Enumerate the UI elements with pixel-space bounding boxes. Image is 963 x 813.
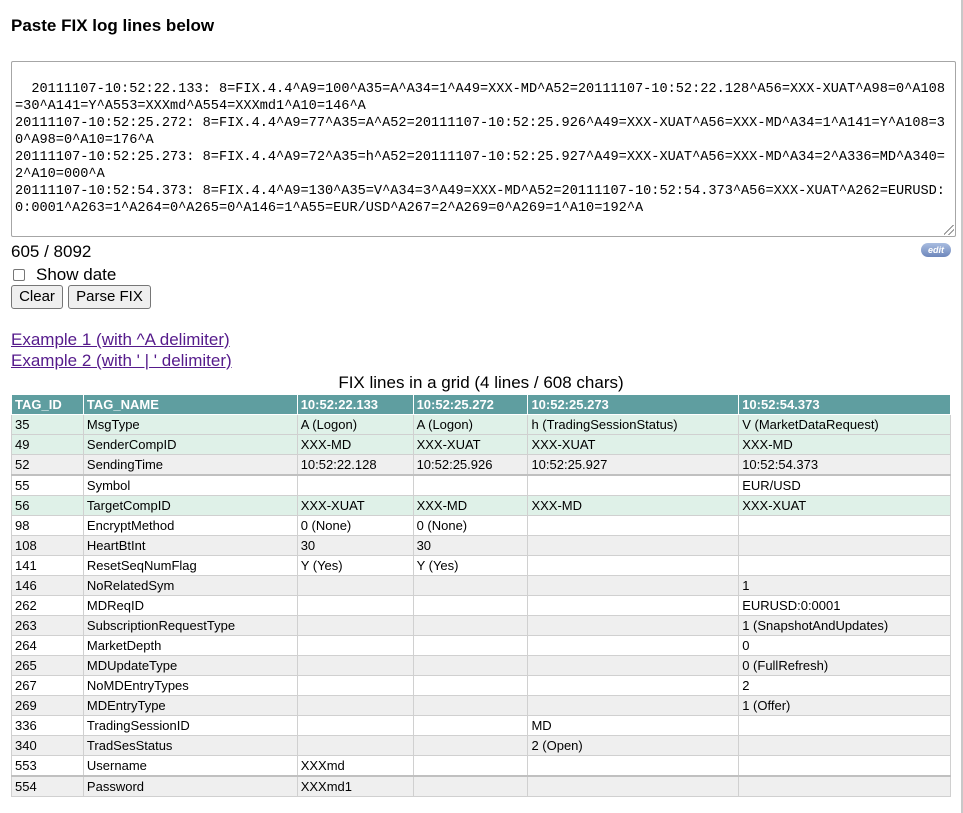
fix-log-text: 20111107-10:52:22.133: 8=FIX.4.4^A9=100^A35=A^A34=1^A49=XXX-MD^A52=20111107-10:52:22.128^A56=XXX-XUAT^A98=0^A108=30^A141=Y^A553=XXXmd^A554=XXXmd1^A10=146^A 20111107-10:52:25.272: 8=FIX.4.4^A9=77^A35=A^A52=20111107-10:52:25.926^A49=XXX-XUAT^A56=XXX-MD^A34=1^A141=Y^A108=30^A98=0^A10=176^A 20111107-10:52:25.273: 8=FIX.4.4^A9=72^A35=h^A52=20111107-10:52:25.927^A49=XXX-XUAT^A56=XXX-MD^A34=2^A336=MD^A340=2^A10=000^A 20111107-10:52:54.373: 8=FIX.4.4^A9=130^A35=V^A34=3^A49=XXX-MD^A52=20111107-10:52:54.373^A56=XXX-XUAT^A262=EURUSD:0:0001^A263=1^A264=0^A265=0^A146=1^A55=EUR/USD^A267=2^A269=0^A269=1^A10=192^A — [15, 82, 945, 216]
char-counter: 605 / 8092 — [11, 242, 92, 261]
cell-line-1 — [297, 475, 413, 496]
cell-line-3: 2 (Open) — [528, 736, 739, 756]
cell-line-2: XXX-MD — [413, 496, 528, 516]
cell-tag-id: 262 — [12, 596, 84, 616]
cell-tag-name: MsgType — [83, 415, 297, 435]
cell-tag-name: MDReqID — [83, 596, 297, 616]
cell-tag-id: 265 — [12, 656, 84, 676]
cell-tag-id: 141 — [12, 556, 84, 576]
cell-line-3 — [528, 596, 739, 616]
cell-line-1: XXX-MD — [297, 435, 413, 455]
cell-tag-name: MDUpdateType — [83, 656, 297, 676]
cell-line-4: 10:52:54.373 — [739, 455, 951, 476]
fix-log-textarea[interactable] — [11, 61, 956, 237]
cell-tag-name: TargetCompID — [83, 496, 297, 516]
cell-line-2 — [413, 676, 528, 696]
cell-tag-id: 146 — [12, 576, 84, 596]
table-row — [12, 616, 951, 636]
cell-line-4: XXX-MD — [739, 435, 951, 455]
cell-tag-id: 49 — [12, 435, 84, 455]
table-row — [12, 756, 951, 777]
cell-line-1: XXX-XUAT — [297, 496, 413, 516]
cell-line-3 — [528, 696, 739, 716]
cell-line-1 — [297, 696, 413, 716]
table-row — [12, 556, 951, 576]
cell-line-2 — [413, 596, 528, 616]
cell-line-2 — [413, 716, 528, 736]
cell-line-1: Y (Yes) — [297, 556, 413, 576]
cell-tag-id: 98 — [12, 516, 84, 536]
cell-tag-id: 269 — [12, 696, 84, 716]
cell-line-4: XXX-XUAT — [739, 496, 951, 516]
edit-button[interactable]: edit — [921, 243, 951, 257]
header-line-3[interactable]: 10:52:25.273 — [528, 395, 739, 415]
cell-line-3: XXX-MD — [528, 496, 739, 516]
cell-tag-name: SendingTime — [83, 455, 297, 476]
cell-line-2 — [413, 576, 528, 596]
page-title: Paste FIX log lines below — [11, 16, 215, 35]
header-tag-name[interactable]: TAG_NAME — [83, 395, 297, 415]
cell-tag-id: 336 — [12, 716, 84, 736]
cell-line-4 — [739, 756, 951, 777]
cell-line-4: 1 — [739, 576, 951, 596]
show-date-checkbox[interactable] — [13, 269, 25, 281]
cell-line-2 — [413, 736, 528, 756]
cell-tag-id: 263 — [12, 616, 84, 636]
cell-line-4: 1 (SnapshotAndUpdates) — [739, 616, 951, 636]
cell-line-1 — [297, 716, 413, 736]
cell-line-4 — [739, 516, 951, 536]
cell-line-4 — [739, 776, 951, 797]
cell-line-1 — [297, 576, 413, 596]
fix-grid-table — [11, 394, 951, 797]
cell-tag-name: TradingSessionID — [83, 716, 297, 736]
table-row — [12, 536, 951, 556]
cell-line-4: 1 (Offer) — [739, 696, 951, 716]
table-row — [12, 696, 951, 716]
cell-line-1 — [297, 656, 413, 676]
cell-tag-id: 108 — [12, 536, 84, 556]
grid-caption: FIX lines in a grid (4 lines / 608 chars) — [338, 373, 624, 392]
example-2-link[interactable]: Example 2 (with ' | ' delimiter) — [11, 351, 232, 370]
table-row — [12, 736, 951, 756]
header-tag-id[interactable]: TAG_ID — [12, 395, 84, 415]
cell-tag-id: 553 — [12, 756, 84, 777]
cell-line-3 — [528, 516, 739, 536]
cell-line-2 — [413, 756, 528, 777]
cell-line-1: XXXmd — [297, 756, 413, 777]
table-row — [12, 516, 951, 536]
cell-tag-name: NoMDEntryTypes — [83, 676, 297, 696]
cell-line-2 — [413, 616, 528, 636]
clear-button[interactable]: Clear — [11, 285, 63, 309]
header-line-1[interactable]: 10:52:22.133 — [297, 395, 413, 415]
cell-tag-name: TradSesStatus — [83, 736, 297, 756]
header-line-2[interactable]: 10:52:25.272 — [413, 395, 528, 415]
cell-tag-name: MDEntryType — [83, 696, 297, 716]
cell-line-3 — [528, 636, 739, 656]
cell-line-3: MD — [528, 716, 739, 736]
table-row — [12, 716, 951, 736]
cell-line-1 — [297, 616, 413, 636]
cell-line-4 — [739, 716, 951, 736]
cell-tag-id: 554 — [12, 776, 84, 797]
cell-tag-id: 55 — [12, 475, 84, 496]
cell-line-4: EUR/USD — [739, 475, 951, 496]
cell-line-3 — [528, 756, 739, 777]
table-row — [12, 415, 951, 435]
cell-line-3: h (TradingSessionStatus) — [528, 415, 739, 435]
cell-line-3 — [528, 776, 739, 797]
cell-tag-id: 56 — [12, 496, 84, 516]
cell-tag-id: 52 — [12, 455, 84, 476]
cell-line-1 — [297, 676, 413, 696]
show-date-option[interactable] — [13, 265, 116, 285]
cell-line-2 — [413, 776, 528, 797]
cell-line-1 — [297, 636, 413, 656]
cell-line-1: 30 — [297, 536, 413, 556]
cell-line-1 — [297, 596, 413, 616]
table-row — [12, 776, 951, 797]
cell-tag-id: 264 — [12, 636, 84, 656]
cell-line-3 — [528, 536, 739, 556]
cell-tag-name: ResetSeqNumFlag — [83, 556, 297, 576]
cell-line-1 — [297, 736, 413, 756]
table-row — [12, 676, 951, 696]
cell-line-2 — [413, 656, 528, 676]
cell-line-3 — [528, 475, 739, 496]
table-row — [12, 656, 951, 676]
cell-line-2: A (Logon) — [413, 415, 528, 435]
table-row — [12, 475, 951, 496]
table-row — [12, 435, 951, 455]
cell-line-4 — [739, 556, 951, 576]
cell-line-2: XXX-XUAT — [413, 435, 528, 455]
cell-tag-name: HeartBtInt — [83, 536, 297, 556]
cell-line-2: 10:52:25.926 — [413, 455, 528, 476]
cell-line-2 — [413, 636, 528, 656]
cell-line-1: 0 (None) — [297, 516, 413, 536]
grid-header-row — [12, 395, 951, 415]
cell-line-4: V (MarketDataRequest) — [739, 415, 951, 435]
cell-line-2: Y (Yes) — [413, 556, 528, 576]
cell-line-3 — [528, 576, 739, 596]
cell-tag-name: Username — [83, 756, 297, 777]
cell-line-2: 30 — [413, 536, 528, 556]
cell-line-1: XXXmd1 — [297, 776, 413, 797]
cell-line-1: 10:52:22.128 — [297, 455, 413, 476]
cell-line-3 — [528, 676, 739, 696]
cell-tag-name: MarketDepth — [83, 636, 297, 656]
table-row — [12, 455, 951, 476]
table-row — [12, 496, 951, 516]
table-row — [12, 596, 951, 616]
parse-fix-button[interactable]: Parse FIX — [68, 285, 151, 309]
cell-tag-name: Symbol — [83, 475, 297, 496]
cell-line-4 — [739, 536, 951, 556]
table-row — [12, 636, 951, 656]
cell-line-4: 2 — [739, 676, 951, 696]
header-line-4[interactable]: 10:52:54.373 — [739, 395, 951, 415]
cell-line-3: XXX-XUAT — [528, 435, 739, 455]
cell-tag-id: 267 — [12, 676, 84, 696]
show-date-label: Show date — [36, 265, 117, 284]
cell-line-4 — [739, 736, 951, 756]
cell-line-3 — [528, 616, 739, 636]
cell-tag-name: NoRelatedSym — [83, 576, 297, 596]
cell-tag-id: 340 — [12, 736, 84, 756]
cell-line-3 — [528, 556, 739, 576]
cell-line-2 — [413, 696, 528, 716]
cell-tag-name: Password — [83, 776, 297, 797]
cell-line-4: EURUSD:0:0001 — [739, 596, 951, 616]
cell-line-4: 0 (FullRefresh) — [739, 656, 951, 676]
cell-tag-id: 35 — [12, 415, 84, 435]
table-row — [12, 576, 951, 596]
example-1-link[interactable]: Example 1 (with ^A delimiter) — [11, 330, 230, 349]
cell-tag-name: SenderCompID — [83, 435, 297, 455]
cell-line-1: A (Logon) — [297, 415, 413, 435]
cell-tag-name: SubscriptionRequestType — [83, 616, 297, 636]
cell-tag-name: EncryptMethod — [83, 516, 297, 536]
cell-line-2 — [413, 475, 528, 496]
cell-line-2: 0 (None) — [413, 516, 528, 536]
resize-grip-icon[interactable] — [944, 225, 954, 235]
cell-line-3 — [528, 656, 739, 676]
cell-line-3: 10:52:25.927 — [528, 455, 739, 476]
cell-line-4: 0 — [739, 636, 951, 656]
